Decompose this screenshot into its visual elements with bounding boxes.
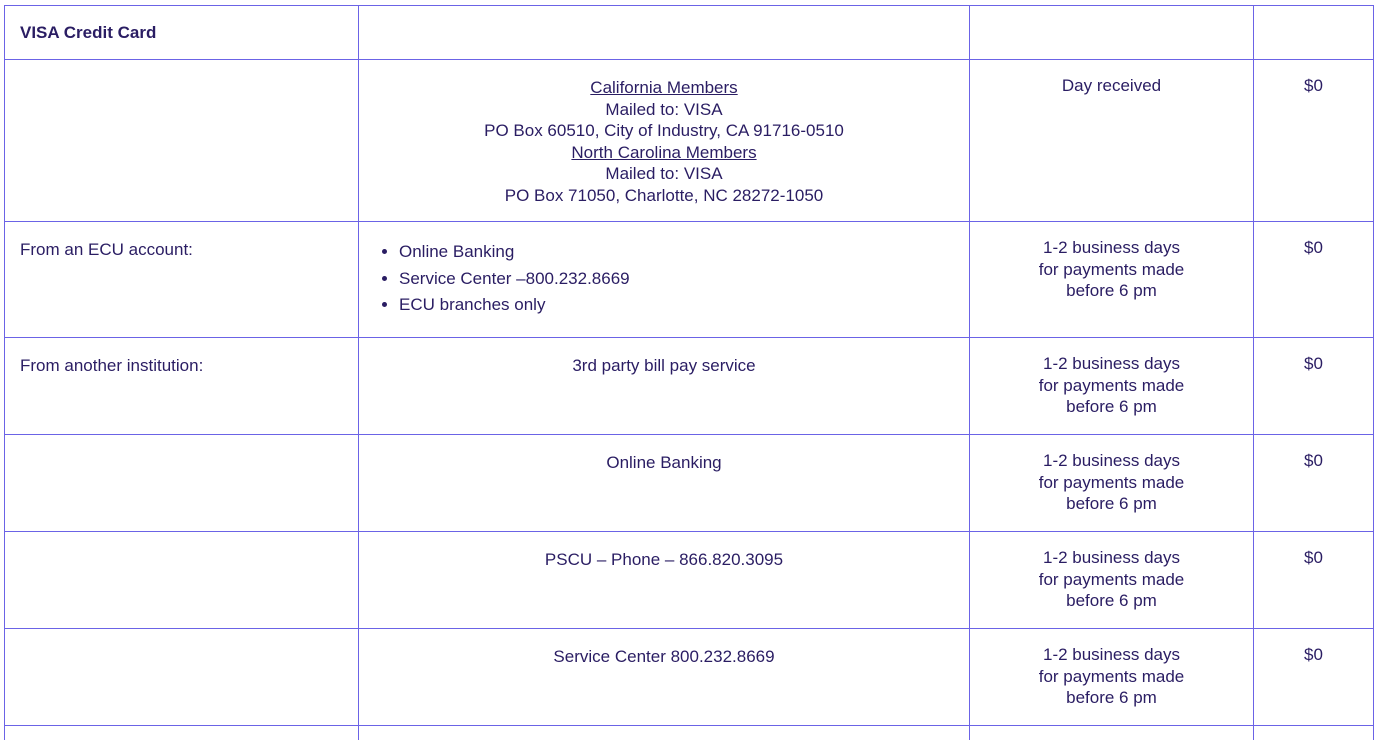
timing-line: for payments made: [1038, 666, 1185, 686]
mail-line: PO Box 60510, City of Industry, CA 91716-0510: [484, 121, 844, 140]
fee-cell: [1253, 726, 1374, 740]
timing-line: before 6 pm: [1066, 281, 1157, 300]
california-members-link[interactable]: California Members: [590, 78, 738, 97]
fee-text: $0: [1304, 354, 1323, 373]
label-cell: [4, 726, 358, 740]
mail-line: Mailed to: VISA: [605, 164, 723, 183]
timing-line: for payments made: [1038, 375, 1185, 395]
timing-cell: [969, 532, 1253, 628]
timing-cell: [969, 629, 1253, 725]
method-cell: [358, 435, 969, 531]
section-title: VISA Credit Card: [4, 6, 358, 59]
method-text: 3rd party bill pay service: [572, 356, 756, 375]
timing-line: 1-2 business days: [1042, 548, 1181, 567]
table-row: [4, 59, 1374, 221]
payment-options-table: [4, 5, 1374, 740]
method-text: PSCU – Phone – 866.820.3095: [544, 550, 784, 569]
fee-cell: [1253, 629, 1374, 725]
table-row: [4, 531, 1374, 628]
timing-cell: [969, 222, 1253, 337]
timing-line: for payments made: [1038, 259, 1185, 279]
timing-cell: [969, 435, 1253, 531]
mail-line: PO Box 71050, Charlotte, NC 28272-1050: [504, 185, 824, 205]
method-cell: [358, 532, 969, 628]
label-cell: [4, 629, 358, 725]
fee-text: $0: [1304, 645, 1323, 664]
fee-text: $0: [1304, 238, 1323, 257]
mail-address-cell: [358, 60, 969, 221]
timing-line: 1-2 business days: [1042, 238, 1181, 257]
method-cell: [358, 629, 969, 725]
table-row: [4, 337, 1374, 434]
fee-text: $0: [1304, 451, 1323, 470]
timing-cell: [969, 726, 1253, 740]
timing-line: before 6 pm: [1066, 494, 1157, 513]
method-cell: [358, 338, 969, 434]
timing-line: before 6 pm: [1066, 591, 1157, 610]
list-item: • ECU branches only: [399, 294, 969, 316]
fee-text: $0: [1304, 548, 1323, 567]
row-label: From an ECU account:: [20, 240, 193, 259]
label-cell: [4, 435, 358, 531]
fee-text: $0: [1304, 76, 1323, 95]
table-row: [4, 628, 1374, 725]
method-cell: [358, 726, 969, 740]
north-carolina-members-link[interactable]: North Carolina Members: [571, 142, 757, 162]
timing-line: for payments made: [1038, 569, 1185, 589]
table-row: [4, 221, 1374, 337]
table-row: [4, 725, 1374, 740]
row-label: From another institution:: [20, 356, 204, 375]
timing-line: before 6 pm: [1066, 397, 1157, 416]
fee-cell: [1253, 532, 1374, 628]
timing-line: 1-2 business days: [1042, 451, 1181, 470]
timing-line: 1-2 business days: [1042, 354, 1181, 373]
label-cell: [4, 222, 358, 337]
fee-cell: [1253, 435, 1374, 531]
timing-line: before 6 pm: [1066, 688, 1157, 707]
header-cell: [1253, 6, 1374, 59]
label-cell: [4, 532, 358, 628]
timing-text: Day received: [1061, 76, 1162, 95]
fee-cell: [1253, 222, 1374, 337]
method-text: Service Center 800.232.8669: [553, 647, 775, 666]
method-cell: [358, 222, 969, 337]
method-text: Online Banking: [606, 453, 722, 472]
header-cell: [358, 6, 969, 59]
label-cell: [4, 60, 358, 221]
method-list: [359, 241, 969, 316]
timing-line: 1-2 business days: [1042, 645, 1181, 664]
fee-cell: [1253, 60, 1374, 221]
fee-cell: [1253, 338, 1374, 434]
timing-cell: [969, 338, 1253, 434]
list-item: • Online Banking: [399, 241, 969, 263]
label-cell: [4, 338, 358, 434]
table-row: [4, 434, 1374, 531]
list-item: • Service Center –800.232.8669: [399, 268, 969, 290]
mail-line: Mailed to: VISA: [605, 99, 723, 119]
table-header-row: [4, 5, 1374, 59]
timing-line: for payments made: [1038, 472, 1185, 492]
timing-cell: [969, 60, 1253, 221]
header-cell: [969, 6, 1253, 59]
